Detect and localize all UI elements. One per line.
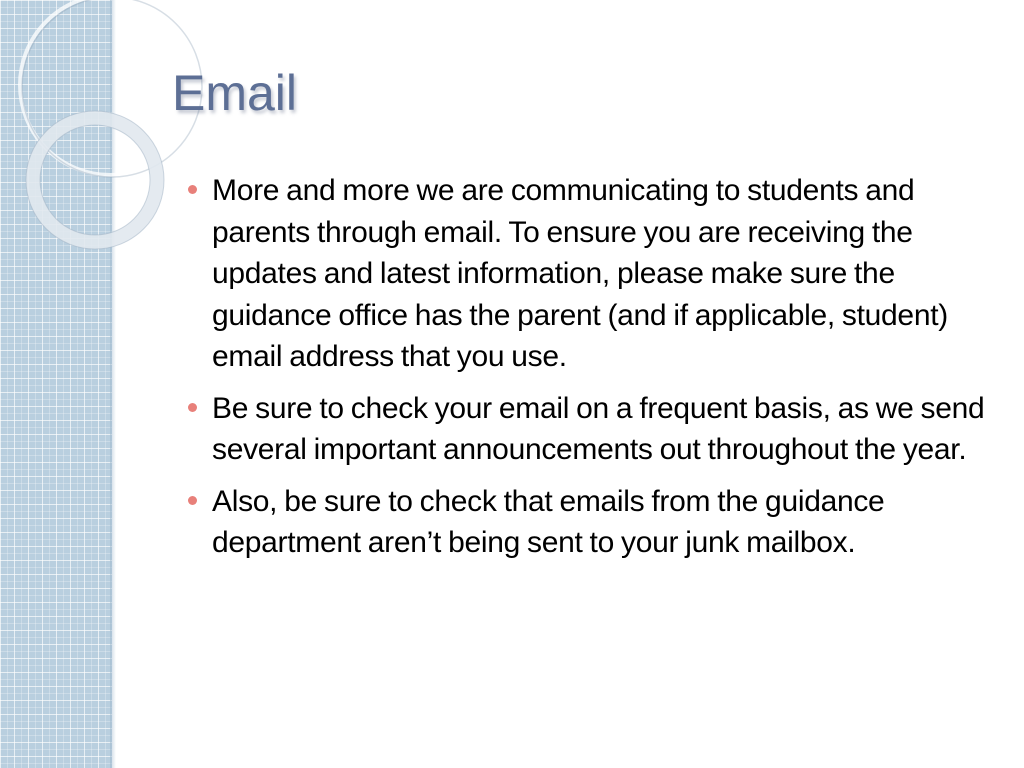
bullet-text: More and more we are communicating to students and parents through email. To ensure you are receiving the updates and latest information, please make sure the guidance office has the parent (and if applicable, student) email address that you use.: [212, 174, 948, 373]
bullet-list: [188, 170, 988, 574]
lower-ring: [33, 118, 157, 242]
bullet-dot-icon: [188, 185, 197, 194]
bullet-text: Also, be sure to check that emails from the guidance department aren’t being sent to your junk mailbox.: [212, 484, 885, 559]
bullet-dot-icon: [188, 403, 197, 412]
bullet-item: [188, 388, 988, 471]
bullet-dot-icon: [188, 496, 197, 505]
slide-title: Email: [172, 65, 298, 121]
lower-ring-inner-outline: [40, 125, 150, 235]
bullet-item: [188, 170, 988, 378]
bullet-text: Be sure to check your email on a frequent basis, as we send several important announcements out throughout the year.: [212, 391, 985, 466]
bullet-item: [188, 481, 988, 564]
decorative-rings-graphic: [0, 0, 130, 260]
